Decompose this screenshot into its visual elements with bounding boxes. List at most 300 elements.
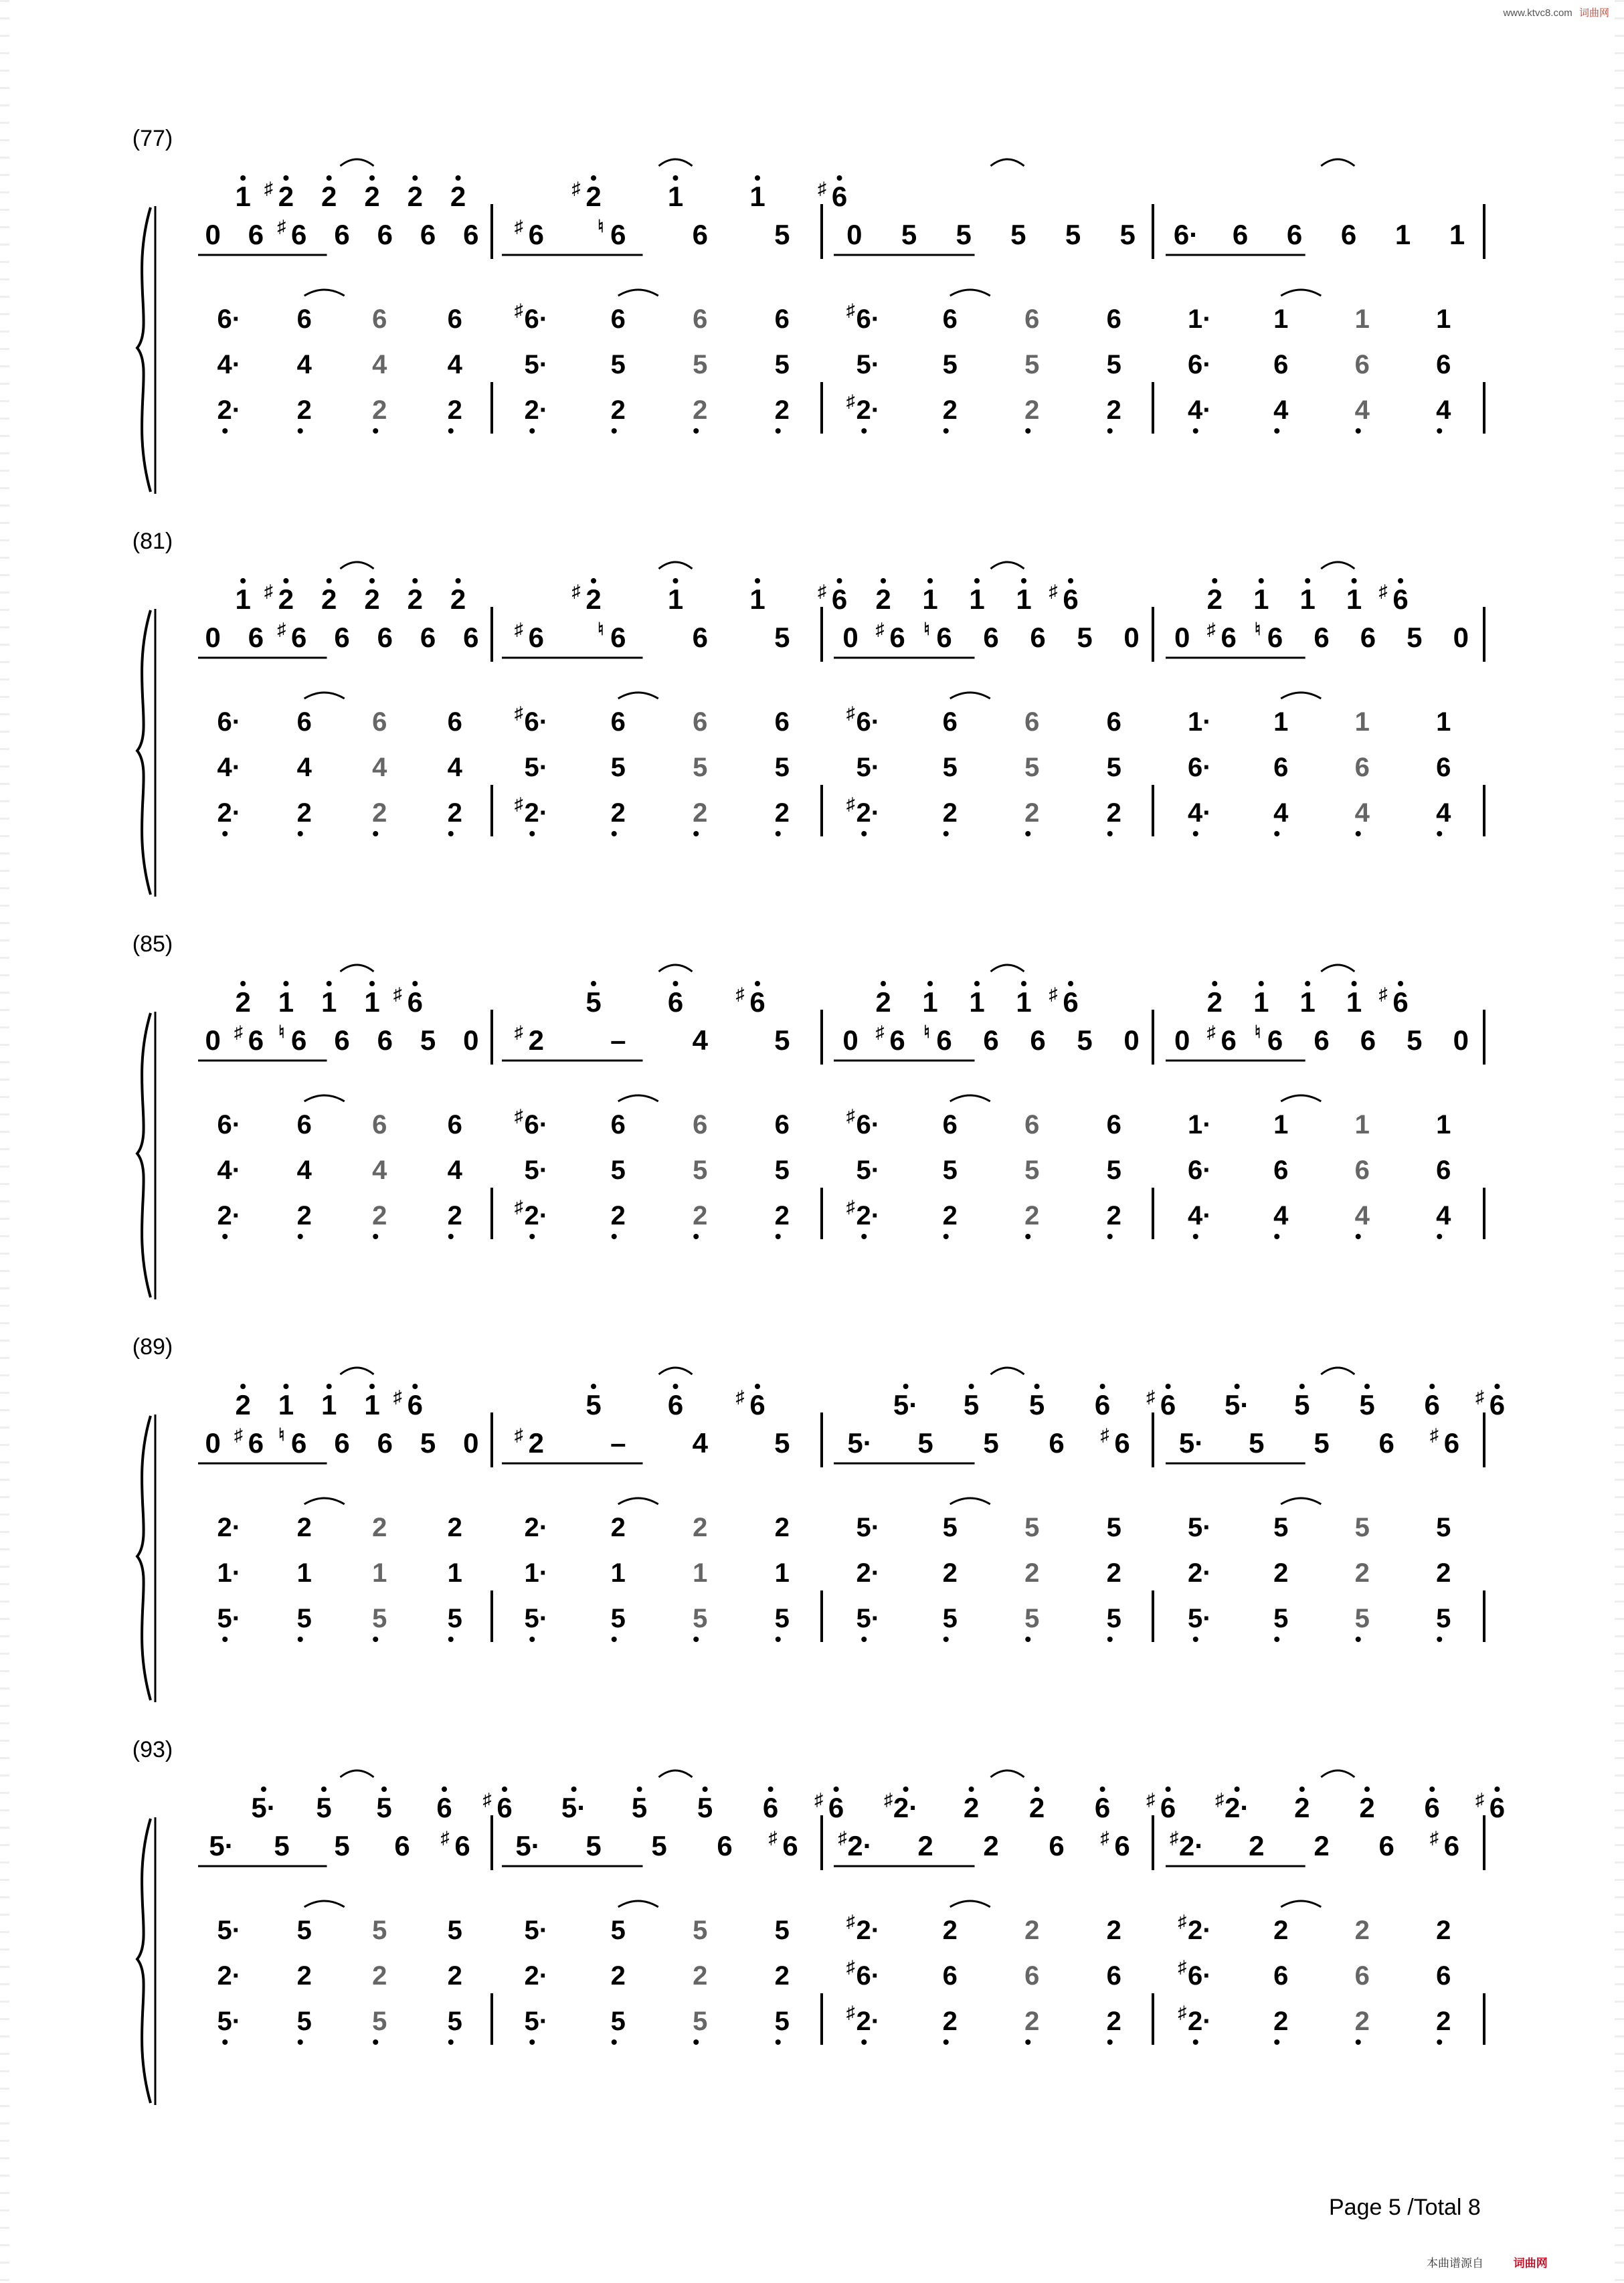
upper-note-accidental: ♮ bbox=[923, 1022, 930, 1042]
octave-dot bbox=[673, 1384, 679, 1389]
upper-top-note: 5· bbox=[561, 1792, 587, 1823]
low-octave-dot bbox=[612, 428, 617, 434]
lower-note: 5 bbox=[1436, 1513, 1451, 1542]
low-octave-dot bbox=[529, 1234, 535, 1239]
lower-note: 6 bbox=[372, 1110, 387, 1139]
lower-note: 2 bbox=[1273, 1558, 1289, 1588]
lower-note: 1· bbox=[1187, 304, 1212, 334]
lower-note: 1 bbox=[1354, 304, 1370, 334]
low-octave-dot bbox=[776, 831, 781, 836]
tie-arc bbox=[618, 693, 658, 699]
lower-note: 5 bbox=[447, 1604, 462, 1633]
upper-top-note: 1 bbox=[321, 1389, 337, 1421]
lower-note: 2 bbox=[610, 1961, 626, 1991]
lower-note: 5· bbox=[524, 1604, 549, 1633]
lower-note: 6 bbox=[296, 1110, 312, 1139]
lower-note: 2 bbox=[610, 395, 626, 425]
octave-dot bbox=[1021, 578, 1026, 583]
low-octave-dot bbox=[1025, 831, 1030, 836]
lower-note: 6 bbox=[610, 1110, 626, 1139]
octave-dot bbox=[927, 578, 933, 583]
octave-dot bbox=[1259, 578, 1264, 583]
system-brace bbox=[137, 1013, 151, 1297]
upper-top-note: 2 bbox=[585, 181, 602, 212]
lower-note-accidental: ♯ bbox=[1178, 2002, 1187, 2022]
octave-dot bbox=[834, 1787, 839, 1792]
low-octave-dot bbox=[1437, 831, 1442, 836]
upper-note: 5 bbox=[917, 1427, 933, 1459]
octave-dot bbox=[1166, 1384, 1171, 1389]
upper-top-note: 2 bbox=[235, 1389, 251, 1421]
lower-note: 2 bbox=[942, 1916, 958, 1945]
lower-note: 4 bbox=[1354, 798, 1370, 828]
octave-dot bbox=[1212, 578, 1217, 583]
system-brace bbox=[137, 1416, 151, 1700]
lower-note-accidental: ♯ bbox=[514, 300, 523, 320]
lower-note: 6 bbox=[372, 304, 387, 334]
low-octave-dot bbox=[1356, 1637, 1361, 1642]
upper-top-note: 1 bbox=[364, 1389, 380, 1421]
octave-dot bbox=[768, 1787, 774, 1792]
upper-note: 6· bbox=[1173, 219, 1199, 250]
octave-dot bbox=[974, 981, 980, 986]
lower-note: 2· bbox=[1187, 1916, 1212, 1945]
upper-top-note: 2 bbox=[1206, 986, 1223, 1018]
octave-dot bbox=[1235, 1384, 1240, 1389]
octave-dot bbox=[381, 1787, 387, 1792]
low-octave-dot bbox=[373, 1637, 378, 1642]
low-octave-dot bbox=[529, 1637, 535, 1642]
lower-note: 2 bbox=[774, 1513, 790, 1542]
upper-note: 6 bbox=[1360, 622, 1376, 653]
upper-note: 6 bbox=[1221, 622, 1237, 653]
lower-note: 6 bbox=[1106, 1110, 1121, 1139]
lower-note-accidental: ♯ bbox=[846, 2002, 855, 2022]
lower-note: 2 bbox=[372, 395, 387, 425]
upper-top-note: 1 bbox=[1253, 583, 1269, 615]
upper-note: 0 bbox=[205, 1427, 221, 1459]
lower-note: 1 bbox=[1354, 1110, 1370, 1139]
low-octave-dot bbox=[776, 428, 781, 434]
lower-note: 5 bbox=[610, 753, 626, 782]
lower-note: 6 bbox=[774, 707, 790, 737]
lower-note: 2 bbox=[693, 1201, 708, 1230]
upper-note: 6 bbox=[1030, 622, 1046, 653]
lower-note: 2 bbox=[447, 395, 462, 425]
low-octave-dot bbox=[943, 428, 949, 434]
tie-arc bbox=[950, 1498, 990, 1504]
upper-note: 0 bbox=[1453, 1024, 1469, 1056]
lower-note: 5 bbox=[1106, 1604, 1121, 1633]
low-octave-dot bbox=[1356, 1234, 1361, 1239]
upper-note: 0 bbox=[1123, 622, 1140, 653]
lower-note: 6 bbox=[1106, 304, 1121, 334]
upper-note-accidental: ♯ bbox=[1206, 1022, 1216, 1042]
upper-top-note: 6 bbox=[749, 1389, 765, 1421]
lower-note: 6 bbox=[942, 1961, 958, 1991]
lower-note: 6· bbox=[524, 304, 549, 334]
upper-top-note-accidental: ♯ bbox=[818, 178, 826, 198]
lower-note: 1· bbox=[524, 1558, 549, 1588]
upper-top-note: 6 bbox=[1392, 583, 1409, 615]
upper-note: 5 bbox=[1010, 219, 1026, 250]
octave-dot bbox=[1494, 1384, 1500, 1389]
upper-note: 6 bbox=[1443, 1830, 1460, 1861]
upper-note-accidental: ♯ bbox=[1100, 1827, 1109, 1847]
upper-note-accidental: ♮ bbox=[278, 1022, 285, 1042]
low-octave-dot bbox=[612, 2039, 617, 2045]
low-octave-dot bbox=[1107, 1234, 1113, 1239]
upper-top-note: 6 bbox=[1160, 1792, 1176, 1823]
lower-note: 6 bbox=[1354, 1156, 1370, 1185]
octave-dot bbox=[1235, 1787, 1240, 1792]
upper-note: 6 bbox=[291, 219, 307, 250]
lower-note: 6 bbox=[693, 304, 708, 334]
octave-dot bbox=[240, 175, 246, 181]
lower-note: 4 bbox=[447, 350, 462, 379]
lower-note: 1 bbox=[774, 1558, 790, 1588]
upper-note: 0 bbox=[1453, 622, 1469, 653]
octave-dot bbox=[1429, 1787, 1435, 1792]
low-octave-dot bbox=[1107, 2039, 1113, 2045]
lower-note: 6 bbox=[447, 707, 462, 737]
upper-note: 6 bbox=[692, 622, 708, 653]
lower-note: 1 bbox=[372, 1558, 387, 1588]
upper-note: 0 bbox=[205, 1024, 221, 1056]
upper-note: 6 bbox=[248, 219, 264, 250]
upper-top-note-accidental: ♯ bbox=[482, 1789, 492, 1809]
upper-note: 6 bbox=[1267, 622, 1283, 653]
upper-note: 2· bbox=[1178, 1830, 1204, 1861]
lower-note: 2· bbox=[217, 1961, 242, 1991]
upper-top-note: 1 bbox=[667, 181, 684, 212]
lower-note: 5 bbox=[610, 2007, 626, 2036]
octave-dot bbox=[283, 1384, 288, 1389]
upper-top-note: 5 bbox=[585, 986, 602, 1018]
lower-note: 2 bbox=[447, 1201, 462, 1230]
low-octave-dot bbox=[448, 428, 454, 434]
upper-note: 2 bbox=[528, 1427, 544, 1459]
upper-top-note: 5 bbox=[963, 1389, 980, 1421]
lower-note: 5 bbox=[1273, 1604, 1289, 1633]
lower-note: 6· bbox=[1187, 753, 1212, 782]
upper-top-note: 1 bbox=[278, 1389, 294, 1421]
lower-note: 1 bbox=[1436, 1110, 1451, 1139]
lower-note: 6 bbox=[1354, 753, 1370, 782]
upper-note: 6 bbox=[334, 1024, 350, 1056]
octave-dot bbox=[1364, 1384, 1370, 1389]
lower-note: 4· bbox=[1187, 798, 1212, 828]
low-octave-dot bbox=[693, 428, 699, 434]
octave-dot bbox=[1034, 1787, 1040, 1792]
lower-note: 2· bbox=[856, 1558, 881, 1588]
lower-note: 5 bbox=[942, 350, 958, 379]
octave-dot bbox=[1352, 578, 1357, 583]
lower-note: 6· bbox=[217, 1110, 242, 1139]
lower-note: 2 bbox=[447, 798, 462, 828]
lower-note-accidental: ♯ bbox=[846, 391, 855, 411]
lower-note: 6 bbox=[610, 707, 626, 737]
lower-note: 6 bbox=[1273, 753, 1289, 782]
octave-dot bbox=[591, 1384, 596, 1389]
octave-dot bbox=[1352, 981, 1357, 986]
lower-note: 2 bbox=[1436, 1558, 1451, 1588]
lower-note: 5· bbox=[856, 753, 881, 782]
upper-note-accidental: ♮ bbox=[1254, 619, 1261, 639]
low-octave-dot bbox=[1107, 428, 1113, 434]
upper-note: 6 bbox=[1267, 1024, 1283, 1056]
low-octave-dot bbox=[1274, 428, 1279, 434]
upper-top-note: 5 bbox=[1359, 1389, 1375, 1421]
lower-note: 6 bbox=[296, 304, 312, 334]
lower-note: 2 bbox=[942, 1201, 958, 1230]
upper-note: 1 bbox=[1449, 219, 1465, 250]
tie-arc bbox=[304, 1901, 345, 1907]
upper-top-note: 5· bbox=[893, 1389, 919, 1421]
upper-note: 5 bbox=[1314, 1427, 1330, 1459]
upper-note: 2 bbox=[528, 1024, 544, 1056]
upper-note: 0 bbox=[846, 219, 863, 250]
upper-note: 6 bbox=[334, 622, 350, 653]
upper-note: 6 bbox=[528, 622, 544, 653]
lower-note: 4 bbox=[296, 1156, 312, 1185]
measure-number: (89) bbox=[132, 1334, 173, 1360]
octave-dot bbox=[442, 1787, 447, 1792]
tie-arc bbox=[659, 1770, 693, 1777]
upper-top-note: 6 bbox=[497, 1792, 513, 1823]
upper-top-note-accidental: ♯ bbox=[264, 581, 273, 601]
upper-top-note: 1 bbox=[235, 181, 251, 212]
upper-note: 6 bbox=[717, 1830, 733, 1861]
upper-top-note-accidental: ♯ bbox=[393, 1386, 402, 1406]
low-octave-dot bbox=[1193, 2039, 1198, 2045]
upper-top-note-accidental: ♯ bbox=[884, 1789, 893, 1809]
octave-dot bbox=[1259, 981, 1264, 986]
upper-note: 6 bbox=[1378, 1830, 1394, 1861]
upper-top-note: 5 bbox=[697, 1792, 713, 1823]
octave-dot bbox=[1068, 578, 1073, 583]
lower-note: 5 bbox=[774, 753, 790, 782]
octave-dot bbox=[240, 578, 246, 583]
upper-note: 6 bbox=[454, 1830, 470, 1861]
upper-note: 6 bbox=[936, 1024, 952, 1056]
upper-top-note-accidental: ♯ bbox=[735, 984, 745, 1004]
tie-arc bbox=[659, 159, 693, 166]
octave-dot bbox=[1299, 1384, 1305, 1389]
upper-top-note: 1 bbox=[364, 986, 380, 1018]
upper-note: 6 bbox=[889, 1024, 905, 1056]
lower-note: 5· bbox=[856, 1156, 881, 1185]
measure-number: (81) bbox=[132, 529, 173, 554]
lower-note: 2 bbox=[942, 2007, 958, 2036]
lower-note: 6 bbox=[1024, 707, 1040, 737]
octave-dot bbox=[881, 578, 886, 583]
upper-note-accidental: ♮ bbox=[278, 1425, 285, 1445]
low-octave-dot bbox=[529, 2039, 535, 2045]
lower-note: 2· bbox=[524, 1513, 549, 1542]
upper-note: 6 bbox=[983, 1024, 999, 1056]
upper-top-note-accidental: ♯ bbox=[1049, 984, 1058, 1004]
lower-note: 2 bbox=[1024, 2007, 1040, 2036]
upper-top-note: 6 bbox=[749, 986, 765, 1018]
lower-note: 2 bbox=[372, 1961, 387, 1991]
lower-note: 4 bbox=[1436, 1201, 1451, 1230]
upper-note: 6 bbox=[1378, 1427, 1394, 1459]
lower-note: 1 bbox=[1354, 707, 1370, 737]
octave-dot bbox=[369, 1384, 375, 1389]
low-octave-dot bbox=[861, 428, 867, 434]
upper-note: 5 bbox=[274, 1830, 290, 1861]
upper-note: 5 bbox=[1077, 1024, 1093, 1056]
lower-note: 6 bbox=[942, 1110, 958, 1139]
octave-dot bbox=[1398, 981, 1403, 986]
lower-note: 5 bbox=[1354, 1513, 1370, 1542]
lower-note: 5 bbox=[693, 1604, 708, 1633]
low-octave-dot bbox=[448, 2039, 454, 2045]
low-octave-dot bbox=[1274, 2039, 1279, 2045]
upper-top-note-accidental: ♯ bbox=[1215, 1789, 1225, 1809]
lower-note: 5 bbox=[372, 1604, 387, 1633]
low-octave-dot bbox=[943, 1637, 949, 1642]
lower-note: 5· bbox=[524, 350, 549, 379]
low-octave-dot bbox=[1437, 428, 1442, 434]
octave-dot bbox=[673, 175, 679, 181]
upper-note-accidental: ♯ bbox=[1429, 1827, 1439, 1847]
upper-top-note: 1 bbox=[278, 986, 294, 1018]
upper-top-note: 1 bbox=[749, 583, 765, 615]
lower-note: 1 bbox=[693, 1558, 708, 1588]
lower-note: 2 bbox=[610, 1201, 626, 1230]
low-octave-dot bbox=[1107, 831, 1113, 836]
upper-note: 6 bbox=[377, 219, 393, 250]
system-brace bbox=[137, 207, 151, 492]
octave-dot bbox=[1166, 1787, 1171, 1792]
upper-top-note: 2· bbox=[1224, 1792, 1250, 1823]
upper-top-note: 1 bbox=[667, 583, 684, 615]
upper-top-note-accidental: ♯ bbox=[1146, 1789, 1156, 1809]
octave-dot bbox=[283, 175, 288, 181]
upper-note: 6 bbox=[1443, 1427, 1460, 1459]
tie-arc bbox=[618, 1095, 658, 1101]
upper-top-note: 2 bbox=[407, 181, 423, 212]
lower-note: 2· bbox=[524, 1961, 549, 1991]
lower-note: 5 bbox=[942, 753, 958, 782]
upper-note-accidental: ♯ bbox=[277, 216, 286, 236]
low-octave-dot bbox=[1193, 1637, 1198, 1642]
lower-note: 2 bbox=[610, 798, 626, 828]
upper-note: 5 bbox=[1065, 219, 1081, 250]
lower-note: 5· bbox=[524, 1156, 549, 1185]
upper-top-note: 6 bbox=[1063, 986, 1079, 1018]
upper-top-note: 2 bbox=[364, 583, 380, 615]
lower-note: 2· bbox=[217, 1513, 242, 1542]
system-brace bbox=[137, 1819, 151, 2103]
upper-note: 5 bbox=[983, 1427, 999, 1459]
low-octave-dot bbox=[776, 1637, 781, 1642]
tie-arc bbox=[950, 1901, 990, 1907]
low-octave-dot bbox=[1193, 831, 1198, 836]
octave-dot bbox=[283, 981, 288, 986]
upper-note: 6 bbox=[889, 622, 905, 653]
octave-dot bbox=[1429, 1384, 1435, 1389]
lower-note: 2 bbox=[942, 395, 958, 425]
upper-note-accidental: ♯ bbox=[234, 1022, 243, 1042]
tie-arc bbox=[950, 693, 990, 699]
upper-note: 2 bbox=[1314, 1830, 1330, 1861]
upper-top-note: 6 bbox=[828, 1792, 844, 1823]
upper-top-note: 1 bbox=[1253, 986, 1269, 1018]
lower-note: 2 bbox=[610, 1513, 626, 1542]
octave-dot bbox=[591, 578, 596, 583]
lower-note: 2 bbox=[693, 1513, 708, 1542]
lower-note: 5 bbox=[1024, 1513, 1040, 1542]
lower-note: 2 bbox=[296, 798, 312, 828]
upper-top-note: 6 bbox=[1094, 1389, 1111, 1421]
tie-arc bbox=[991, 159, 1024, 166]
lower-note: 6· bbox=[1187, 350, 1212, 379]
upper-note-accidental: ♯ bbox=[277, 619, 286, 639]
lower-note-accidental: ♯ bbox=[514, 703, 523, 723]
upper-note: 6 bbox=[1049, 1427, 1065, 1459]
lower-note: 5 bbox=[1273, 1513, 1289, 1542]
octave-dot bbox=[369, 578, 375, 583]
low-octave-dot bbox=[373, 428, 378, 434]
low-octave-dot bbox=[298, 2039, 303, 2045]
system-brace bbox=[137, 610, 151, 895]
low-octave-dot bbox=[1107, 1637, 1113, 1642]
lower-note: 4 bbox=[372, 350, 387, 379]
low-octave-dot bbox=[1274, 1234, 1279, 1239]
lower-note: 6 bbox=[447, 304, 462, 334]
lower-note: 2 bbox=[1436, 1916, 1451, 1945]
lower-note: 1 bbox=[1273, 304, 1289, 334]
upper-top-note: 6 bbox=[762, 1792, 779, 1823]
lower-note: 2 bbox=[1024, 1201, 1040, 1230]
upper-note: 0 bbox=[1174, 622, 1190, 653]
lower-note: 2 bbox=[296, 395, 312, 425]
lower-note: 2 bbox=[693, 395, 708, 425]
octave-dot bbox=[837, 175, 842, 181]
upper-note: 5 bbox=[1077, 622, 1093, 653]
upper-top-note: 6 bbox=[1489, 1389, 1506, 1421]
octave-dot bbox=[412, 175, 418, 181]
upper-note: 5· bbox=[1178, 1427, 1204, 1459]
lower-note: 2 bbox=[1024, 798, 1040, 828]
lower-note: 5 bbox=[610, 1156, 626, 1185]
upper-top-note: 6 bbox=[667, 1389, 684, 1421]
lower-note: 2· bbox=[217, 395, 242, 425]
upper-note-accidental: ♯ bbox=[514, 1022, 523, 1042]
lower-note: 2 bbox=[296, 1513, 312, 1542]
lower-note: 4 bbox=[1354, 1201, 1370, 1230]
lower-note: 1· bbox=[1187, 707, 1212, 737]
lower-note: 2 bbox=[1436, 2007, 1451, 2036]
upper-note: 0 bbox=[463, 1024, 479, 1056]
low-octave-dot bbox=[529, 831, 535, 836]
lower-note: 5 bbox=[1436, 1604, 1451, 1633]
lower-note: 6· bbox=[1187, 1156, 1212, 1185]
upper-top-note: 2 bbox=[585, 583, 602, 615]
upper-note: 2 bbox=[983, 1830, 999, 1861]
octave-dot bbox=[1305, 981, 1310, 986]
lower-note: 2 bbox=[1354, 1916, 1370, 1945]
octave-dot bbox=[755, 981, 760, 986]
lower-note: 6 bbox=[774, 304, 790, 334]
upper-top-note: 5 bbox=[316, 1792, 332, 1823]
low-octave-dot bbox=[943, 831, 949, 836]
low-octave-dot bbox=[1025, 2039, 1030, 2045]
tie-arc bbox=[304, 1095, 345, 1101]
